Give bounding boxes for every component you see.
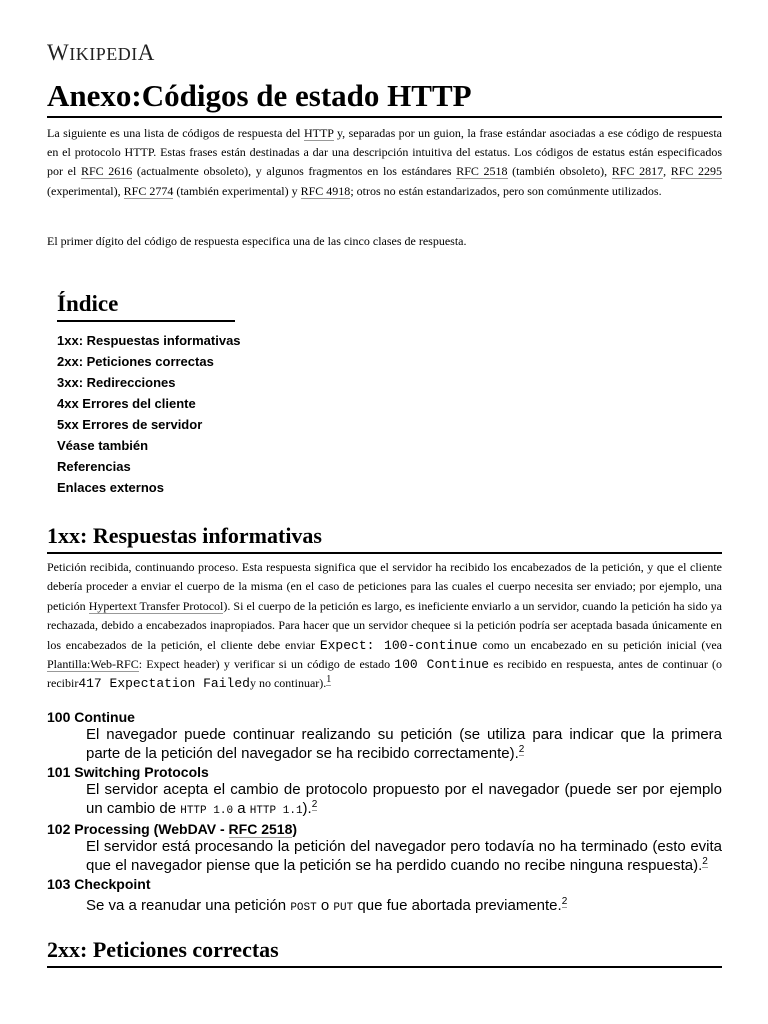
code-put: PUT [333,902,354,914]
term-text: ) [292,821,298,837]
toc-item[interactable]: 1xx: Respuestas informativas [57,333,241,348]
paragraph-text: como un encabezado en su petición inicial (vea [477,637,723,652]
status-code-list [47,708,722,918]
link-rfc2616[interactable]: RFC 2616 [80,164,133,179]
section-heading-1xx: 1xx: Respuestas informativas [47,522,722,554]
toc-item[interactable]: 5xx Errores de servidor [57,417,203,432]
desc-text: o [316,897,334,914]
link-rfc2518[interactable]: RFC 2518 [456,164,508,179]
paragraph-text: : Expect header) y verificar si un código de estado [138,657,395,672]
desc-text: El servidor acepta el cambio de protocolo propuesto por el navegador (puede ser por ejemplo un cambio de [86,781,722,817]
code-desc-100 [86,726,722,763]
code-desc-101 [86,781,722,820]
code-http-1-0: HTTP 1.0 [180,804,234,817]
code-term-101: 101 Switching Protocols [47,764,209,780]
toc-item[interactable]: Véase también [57,438,149,453]
desc-text: ). [302,799,312,817]
paragraph-text: Petición recibida, continuando proceso. Esta respuesta significa que el servidor ha recibido los encabezados de la petición, y que el cliente debería proceder a enviar el cuerpo de la misma (en el caso de peticiones para las cuales el cuerpo necesita ser enviado; por ejemplo, una petición [47,560,722,613]
code-expect-header: Expect: 100-continue [319,637,478,653]
paragraph-text: y no continuar). [249,676,327,691]
code-417-expectation-failed: 417 Expectation Failed [78,676,250,692]
intro-text: y, separadas por un guion, la frase estándar asociadas a ese código de respuesta en el protocolo HTTP. Estas frases están destinadas a dar una descripción intuitiva del estatus. Los códigos de estatus están especificados por el [47,126,723,179]
intro-text: (actualmente obsoleto), y algunos fragmentos en los estándares [132,164,457,179]
intro-text: (experimental), [47,183,124,198]
reference-link[interactable]: 2 [311,798,318,810]
code-term-100: 100 Continue [47,709,135,725]
toc-item[interactable]: 4xx Errores del cliente [57,396,196,411]
code-desc-102 [86,838,722,875]
intro-text: , [663,164,671,179]
intro-text: La siguiente es una lista de códigos de respuesta del [47,126,304,140]
term-text: 102 Processing (WebDAV - [47,821,229,837]
desc-text: que fue abortada previamente. [353,897,562,914]
reference-link[interactable]: 2 [518,743,525,755]
intro-text: (también experimental) y [173,183,301,198]
code-http-1-1: HTTP 1.1 [249,804,303,817]
intro-text: (también obsoleto), [507,164,612,179]
link-rfc2817[interactable]: RFC 2817 [611,164,664,179]
code-term-102 [47,820,722,838]
intro-paragraph [47,124,722,201]
link-hypertext-transfer-protocol[interactable]: Hypertext Transfer Protocol [88,598,224,613]
toc-heading: Índice [57,290,235,322]
page-title: Anexo:Códigos de estado HTTP [47,78,722,118]
desc-text: El servidor está procesando la petición del navegador pero todavía no ha terminado (esto evita que el navegador piense que la petición se ha perdido cuando no recibe ninguna respuesta). [86,838,722,874]
desc-text: Se va a reanudar una petición [86,897,291,914]
paragraph-text: ). Si el cuerpo de la petición es largo, es ineficiente enviarlo a un servidor, cuando la petición ha sido ya rechazada, debido a encabezados inapropiados. Para hacer que un servidor chequee si la petición podría ser aceptada basada únicamente en los encabezados de la petición, el cliente debe enviar [47,598,722,652]
toc-item[interactable]: 3xx: Redirecciones [57,375,176,390]
intro-text: ; otros no están estandarizados, pero son comúnmente utilizados. [350,183,662,198]
reference-link[interactable]: 2 [561,896,568,907]
wikipedia-logo[interactable]: WIKIPEDIA [47,40,155,65]
reference-link[interactable]: 1 [326,674,332,686]
toc-item[interactable]: Referencias [57,459,131,474]
toc-item[interactable]: 2xx: Peticiones correctas [57,354,214,369]
code-term-103: 103 Checkpoint [47,876,151,892]
intro-second-paragraph: El primer dígito del código de respuesta especifica una de las cinco clases de respuesta. [47,234,467,248]
desc-text: a [233,799,250,817]
section-1xx-paragraph [47,558,722,694]
paragraph-text: es recibido en respuesta, antes de continuar (o recibir [47,657,722,691]
link-http[interactable]: HTTP [303,126,334,140]
link-rfc2774[interactable]: RFC 2774 [123,183,174,198]
code-100-continue: 100 Continue [394,657,490,673]
link-rfc2295[interactable]: RFC 2295 [670,164,723,179]
desc-text: El navegador puede continuar realizando su petición (se utiliza para indicar que la primera parte de la petición del navegador se ha recibido correctamente). [86,726,722,762]
section-heading-2xx: 2xx: Peticiones correctas [47,936,722,968]
reference-link[interactable]: 2 [702,855,708,867]
link-rfc2518[interactable]: RFC 2518 [228,821,293,837]
link-plantilla-web-rfc[interactable]: Plantilla:Web-RFC [47,657,139,672]
toc-item[interactable]: Enlaces externos [57,480,164,495]
code-post: POST [290,902,317,914]
table-of-contents [57,290,241,498]
link-rfc4918[interactable]: RFC 4918 [300,183,351,198]
code-desc-103 [86,897,722,918]
